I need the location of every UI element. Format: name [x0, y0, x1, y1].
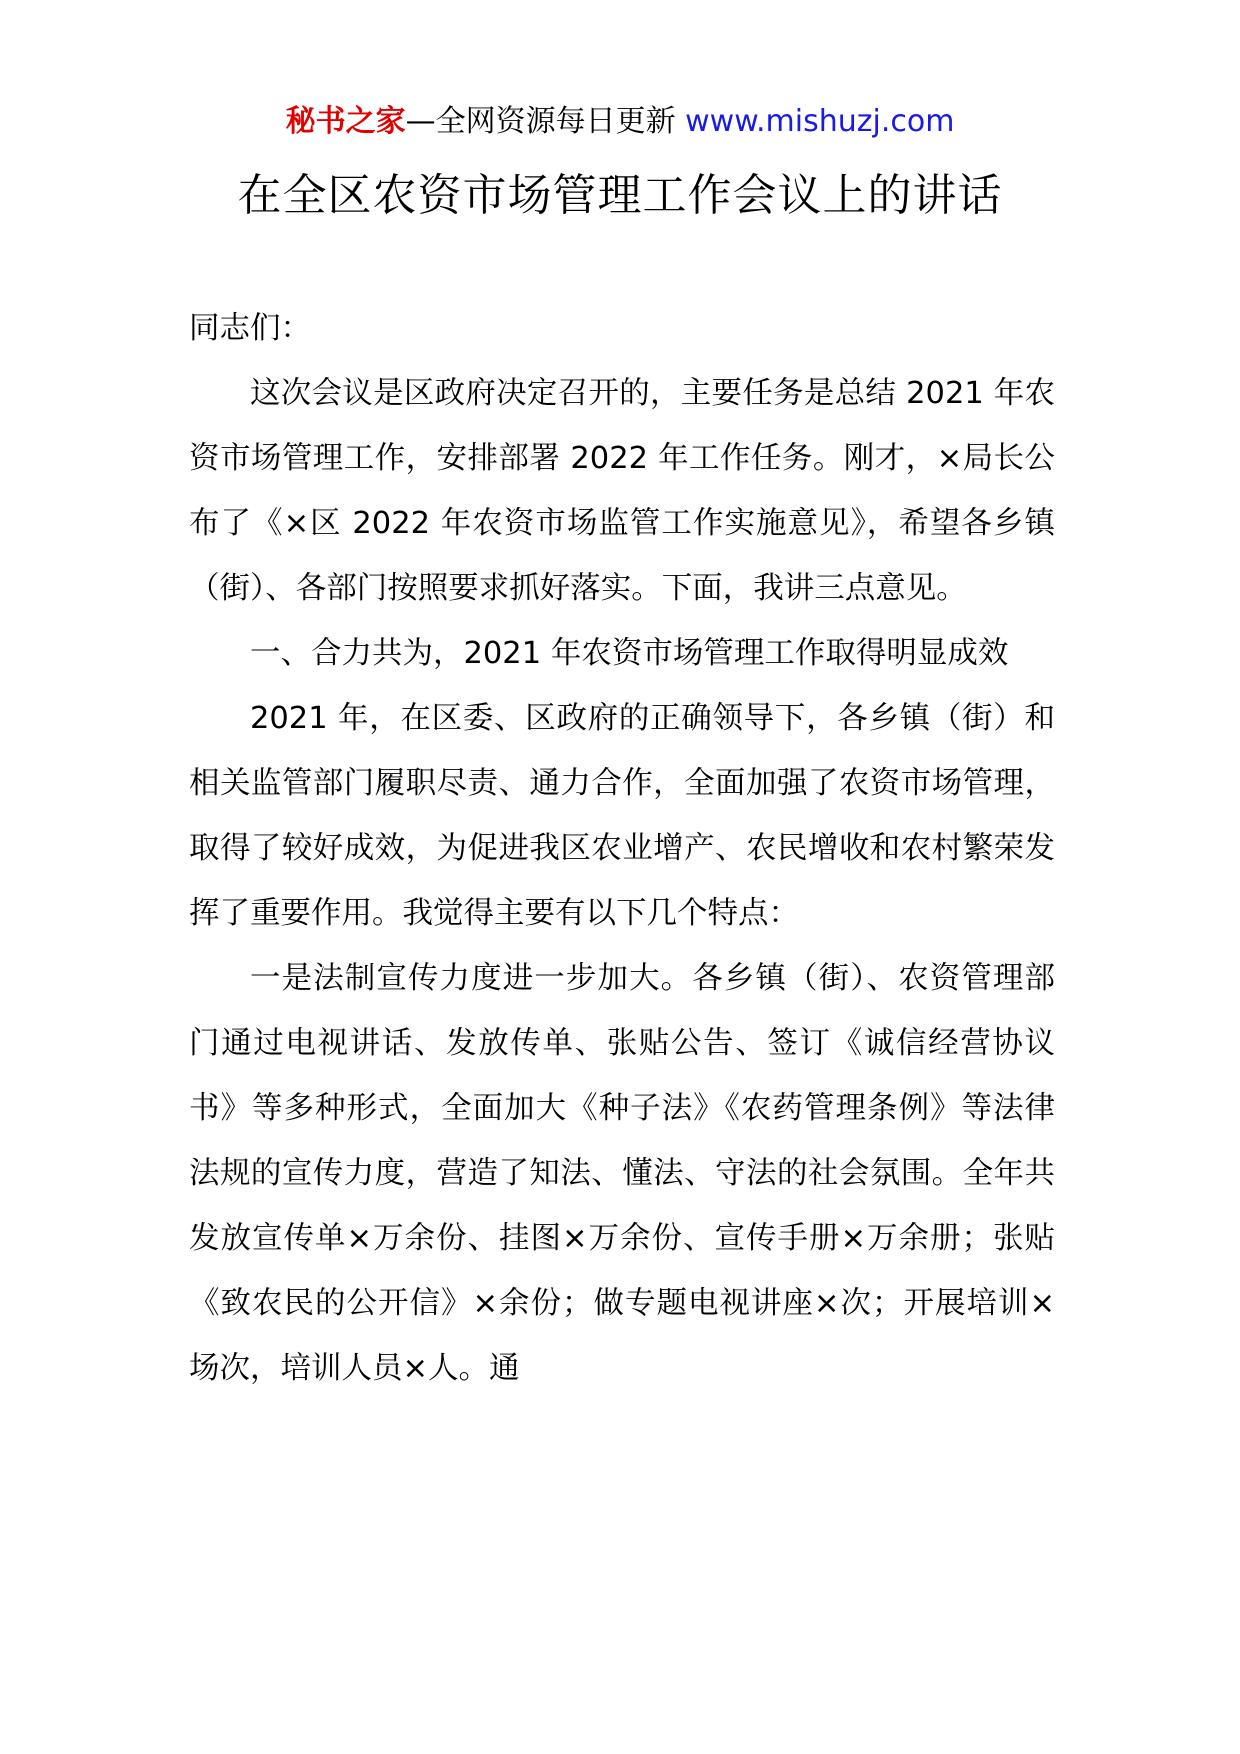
paragraph-achievements: 2021 年，在区委、区政府的正确领导下，各乡镇（街）和相关监管部门履职尽责、通力合作，全面加强了农资市场管理，取得了较好成效，为促进我区农业增产、农民增收和农村繁荣发挥了重要作用。我觉得主要有以下几个特点： — [189, 701, 1055, 931]
paragraph-point-1: 一是法制宣传力度进一步加大。各乡镇（街）、农资管理部门通过电视讲话、发放传单、张贴公告、签订《诚信经营协议书》等多种形式，全面加大《种子法》《农药管理条例》等法律法规的宣传力度，营造了知法、懂法、守法的社会氛围。全年共发放宣传单×万余份、挂图×万余份、宣传手册×万余册；张贴《致农民的公开信》×余份；做专题电视讲座×次；开展培训×场次，培训人员×人。通 — [189, 961, 1055, 1386]
brand-name: 秘书之家 — [285, 104, 406, 139]
section-heading-1: 一、合力共为，2021 年农资市场管理工作取得明显成效 — [250, 636, 1009, 671]
site-url-link[interactable]: www.mishuzj.com — [685, 104, 955, 139]
salutation: 同志们： — [189, 311, 311, 346]
header-tagline: —全网资源每日更新 — [405, 104, 686, 139]
document-body — [189, 296, 1055, 1401]
paragraph-intro: 这次会议是区政府决定召开的，主要任务是总结 2021 年农资市场管理工作，安排部署 2022 年工作任务。刚才，×局长公布了《×区 2022 年农资市场监管工作实施意见》，希望各乡镇（街）、各部门按照要求抓好落实。下面，我讲三点意见。 — [189, 376, 1055, 606]
document-title: 在全区农资市场管理工作会议上的讲话 — [237, 170, 1003, 221]
site-header — [0, 102, 1240, 142]
